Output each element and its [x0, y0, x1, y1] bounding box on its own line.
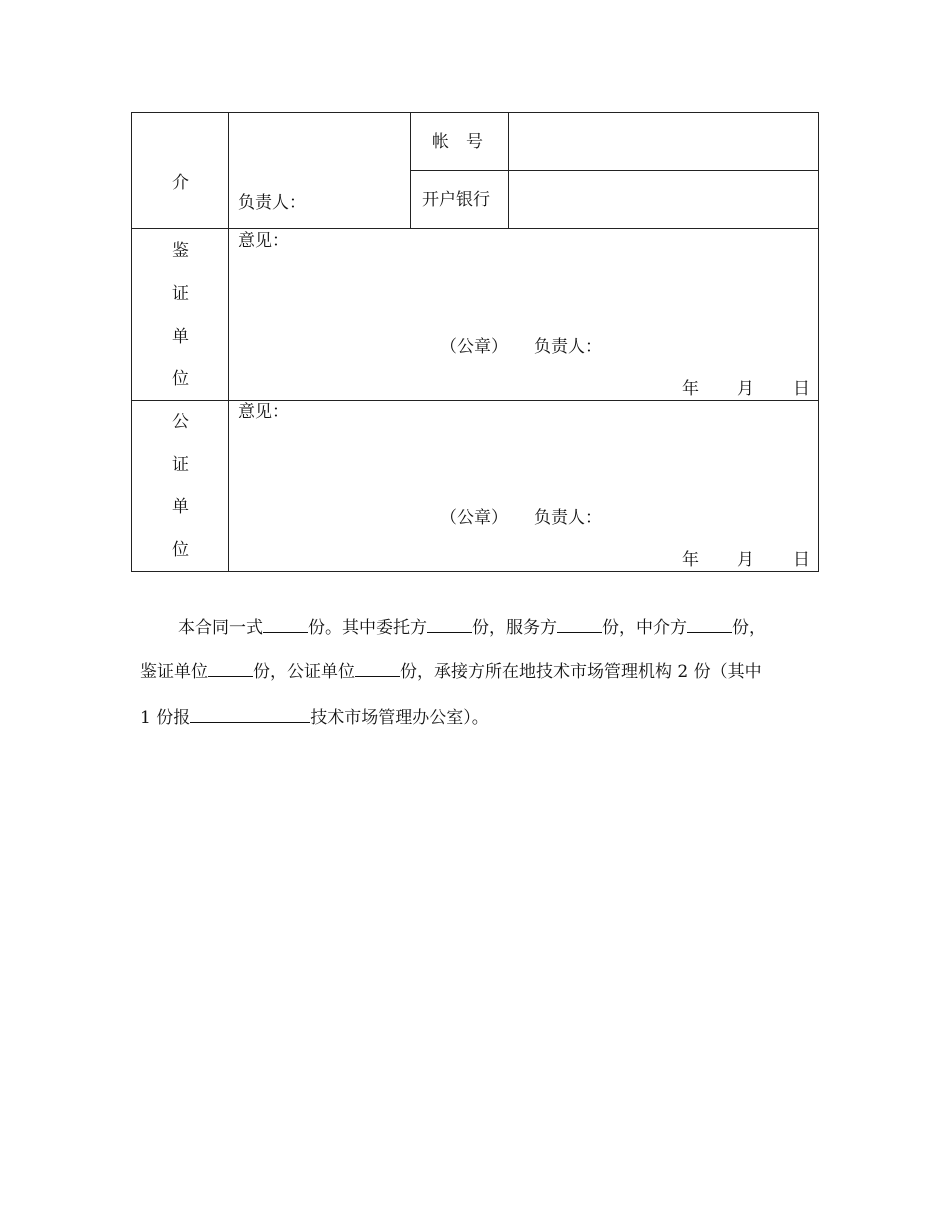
notary-label-char: 位 [172, 540, 189, 560]
notary-label-char: 单 [172, 497, 189, 517]
table-border-bottom [131, 571, 819, 572]
table-col-divider-value [508, 112, 509, 228]
copies-notary-blank[interactable] [355, 660, 400, 677]
verify-seal-label: （公章） [440, 337, 508, 357]
verify-responsible-label: 负责人： [534, 337, 602, 357]
intermediary-responsible-label: 负责人： [238, 193, 306, 213]
table-col-divider-label [228, 112, 229, 571]
table-row-divider-bank [410, 170, 819, 171]
verify-month-label: 月 [737, 379, 754, 399]
notary-year-label: 年 [682, 550, 699, 570]
table-border-top [131, 112, 819, 113]
account-number-label: 帐 号 [432, 132, 483, 152]
copies-text: 本合同一式 [178, 618, 263, 638]
notary-responsible-label: 负责人： [534, 508, 602, 528]
account-bank-label: 开户银行 [422, 190, 490, 210]
table-border-left [131, 112, 132, 571]
table-col-divider-field [410, 112, 411, 228]
notary-opinion-label: 意见： [238, 402, 289, 422]
copies-paragraph-line-3 [140, 706, 820, 728]
verify-label-char: 鉴 [172, 241, 189, 261]
notary-label-char: 证 [172, 455, 189, 475]
notary-month-label: 月 [737, 550, 754, 570]
copies-paragraph-line-1 [178, 616, 858, 638]
verify-label-char: 单 [172, 327, 189, 347]
copies-text: 技术市场管理办公室）。 [310, 708, 489, 728]
intro-label: 介 [172, 173, 189, 193]
verify-label-char: 位 [172, 369, 189, 389]
table-border-right [818, 112, 819, 571]
copies-office-blank[interactable] [190, 706, 310, 723]
notary-day-label: 日 [793, 550, 810, 570]
copies-text: 份。其中委托方 [308, 618, 427, 638]
verify-day-label: 日 [793, 379, 810, 399]
copies-text: 份，服务方 [472, 618, 557, 638]
verify-label-char: 证 [172, 284, 189, 304]
verify-opinion-label: 意见： [238, 231, 289, 251]
copies-client-blank[interactable] [427, 616, 472, 633]
notary-seal-label: （公章） [440, 508, 508, 528]
notary-label-char: 公 [172, 412, 189, 432]
copies-text: 份，中介方 [602, 618, 687, 638]
copies-intermediary-blank[interactable] [687, 616, 732, 633]
table-row-divider-notary [131, 400, 819, 401]
table-row-divider-verify [131, 228, 819, 229]
copies-verify-blank[interactable] [208, 660, 253, 677]
copies-text: 份， [732, 618, 766, 638]
copies-text: 份，承接方所在地技术市场管理机构 2 份（其中 [400, 662, 762, 682]
verify-year-label: 年 [682, 379, 699, 399]
copies-text: 份，公证单位 [253, 662, 355, 682]
copies-total-blank[interactable] [263, 616, 308, 633]
copies-text: 1 份报 [140, 708, 191, 728]
copies-paragraph-line-2 [140, 660, 820, 682]
copies-text: 鉴证单位 [140, 662, 208, 682]
copies-service-blank[interactable] [557, 616, 602, 633]
